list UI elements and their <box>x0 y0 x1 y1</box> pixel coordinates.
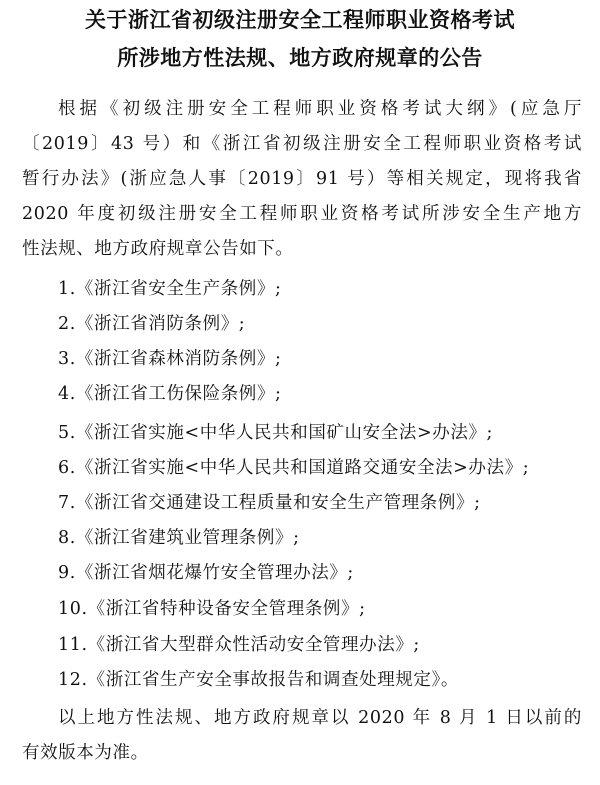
document-title-line-1: 关于浙江省初级注册安全工程师职业资格考试 <box>85 8 515 32</box>
list-item: 5.《浙江省实施<中华人民共和国矿山安全法>办法》; <box>58 423 494 443</box>
list-item: 10.《浙江省特种设备安全管理条例》; <box>58 599 366 619</box>
document-title-line-2: 所涉地方性法规、地方政府规章的公告 <box>117 46 483 70</box>
list-item: 12.《浙江省生产安全事故报告和调查处理规定》。 <box>58 670 459 690</box>
intro-paragraph-line-2: 〔2019〕43 号）和《浙江省初级注册安全工程师职业资格考试 <box>22 134 582 154</box>
list-item: 3.《浙江省森林消防条例》; <box>58 349 282 369</box>
closing-paragraph-line-2: 有效版本为准。 <box>22 743 149 763</box>
list-item: 11.《浙江省大型群众性活动安全管理办法》; <box>58 635 420 655</box>
list-item: 4.《浙江省工伤保险条例》; <box>58 384 282 404</box>
intro-paragraph-line-4: 2020 年度初级注册安全工程师职业资格考试所涉安全生产地方 <box>22 204 582 224</box>
intro-paragraph-line-3: 暂行办法》(浙应急人事〔2019〕91 号）等相关规定，现将我省 <box>22 169 582 189</box>
list-item: 1.《浙江省安全生产条例》; <box>58 279 282 299</box>
list-item: 9.《浙江省烟花爆竹安全管理办法》; <box>58 563 354 583</box>
list-item: 7.《浙江省交通建设工程质量和安全生产管理条例》; <box>58 493 481 513</box>
list-item: 2.《浙江省消防条例》; <box>58 314 246 334</box>
list-item: 8.《浙江省建筑业管理条例》; <box>58 528 300 548</box>
closing-paragraph-line-1: 以上地方性法规、地方政府规章以 2020 年 8 月 1 日以前的 <box>58 708 582 728</box>
intro-paragraph-line-1: 根据《初级注册安全工程师职业资格考试大纲》(应急厅 <box>58 99 582 119</box>
list-item: 6.《浙江省实施<中华人民共和国道路交通安全法>办法》; <box>58 458 530 478</box>
intro-paragraph-line-5: 性法规、地方政府规章公告如下。 <box>22 239 294 259</box>
